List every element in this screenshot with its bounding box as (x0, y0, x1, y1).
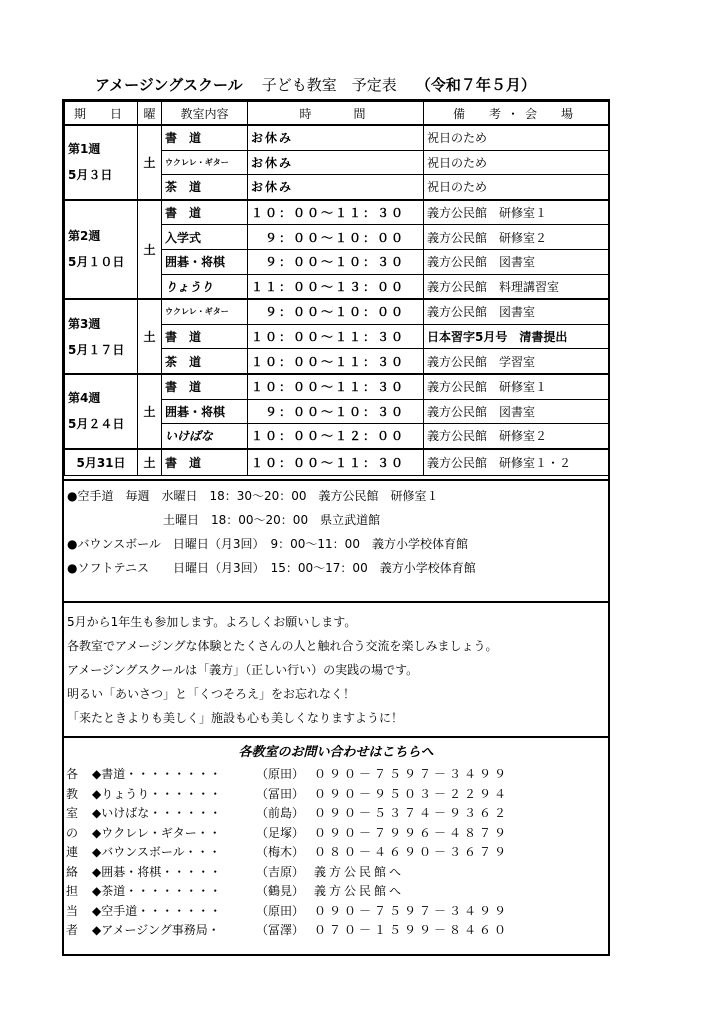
contact-row (92, 785, 509, 802)
message-line: アメージングスクールは「義方」（正しい行い）の実践の場です。 (67, 663, 419, 677)
contact-phone: 義方公民館へ (314, 884, 405, 898)
class-name: 囲碁・将棋 (162, 249, 248, 274)
contact-side-char: 連 (66, 845, 79, 859)
header-dow: 曜 (138, 102, 162, 126)
activity-line: ●ソフトテニス 日曜日（月3回） 15：00～17：00 義方小学校体育館 (67, 561, 476, 575)
contact-row (92, 765, 509, 782)
week-cell (65, 200, 138, 299)
class-note: 義方公民館 研修室２ (424, 225, 609, 250)
header-class: 教室内容 (162, 102, 248, 126)
week-cell (65, 299, 138, 374)
schedule-frame (62, 99, 610, 956)
week-date: 5月２４日 (68, 417, 125, 432)
contact-class: ◆りょうり・・・・・・ (92, 786, 222, 801)
class-name: 書 道 (162, 374, 248, 399)
message-line: 各教室でアメージングな体験とたくさんの人と触れ合う交流を楽しみましょう。 (67, 639, 498, 653)
week-label: 第2週 (68, 229, 101, 244)
activity-line: 土曜日 18：00～20：00 県立武道館 (67, 513, 381, 527)
contact-person: （吉原） (256, 864, 305, 879)
class-time: １０：００～１１：３０ (248, 374, 424, 399)
class-note: 義方公民館 学習室 (424, 349, 609, 374)
contact-phone: ０８０－４６９０－３６７９ (314, 845, 510, 859)
contact-row (92, 921, 509, 938)
week-label: 第4週 (68, 391, 101, 406)
class-time: １０：００～１１：３０ (248, 324, 424, 349)
contact-class: ◆空手道・・・・・・・ (92, 903, 222, 918)
contact-row (92, 902, 509, 919)
class-time: １０：００～１１：３０ (248, 349, 424, 374)
last-note: 義方公民館 研修室１・２ (424, 449, 609, 476)
contact-person: （鶴見） (256, 884, 305, 898)
last-date: 5月31日 (65, 449, 138, 476)
class-time: お休み (248, 175, 424, 200)
contact-section (64, 736, 608, 958)
contact-person: （梅木） (256, 845, 305, 859)
page-title (95, 74, 536, 95)
schedule-table (64, 101, 609, 476)
message-line: 明るい「あいさつ」と「くつそろえ」をお忘れなく！ (67, 687, 356, 701)
day-of-week: 土 (138, 200, 162, 299)
table-row (65, 125, 609, 150)
class-time: お休み (248, 150, 424, 175)
week-cell (65, 125, 138, 200)
class-note: 義方公民館 研修室２ (424, 424, 609, 449)
contact-row (92, 843, 509, 860)
schedule-body (65, 125, 609, 449)
contact-side-char: 者 (66, 923, 79, 937)
contact-side-char: の (66, 825, 79, 840)
message-section (64, 601, 608, 738)
class-note: 義方公民館 料理講習室 (424, 274, 609, 299)
activity-line: ●バウンスボール 日曜日（月3回） 9：00～11：00 義方小学校体育館 (67, 537, 468, 551)
contact-person: （前島） (256, 806, 305, 820)
contact-row (92, 804, 509, 821)
class-time: ９：００～１０：３０ (248, 399, 424, 424)
contact-phone: ０９０－９５０３－２２９４ (314, 786, 510, 801)
class-time: １１：００～１３：００ (248, 274, 424, 299)
header-note: 備 考・会 場 (424, 102, 609, 126)
contact-class: ◆書道・・・・・・・・ (92, 767, 222, 781)
table-row (65, 374, 609, 399)
week-date: 5月１０日 (68, 255, 125, 270)
class-name: りょうり (162, 274, 248, 299)
message-line: 5月から1年生も参加します。よろしくお願いします。 (67, 615, 357, 629)
week-label: 第1週 (68, 142, 101, 157)
last-class: 書 道 (162, 449, 248, 476)
class-name: 入学式 (162, 225, 248, 250)
class-name: 茶 道 (162, 175, 248, 200)
contact-side-char: 各 (66, 767, 79, 781)
week-cell (65, 374, 138, 449)
activities-section (64, 479, 608, 603)
last-time: １０：００～１１：３０ (248, 449, 424, 476)
class-name: 茶 道 (162, 349, 248, 374)
class-note: 義方公民館 図書室 (424, 399, 609, 424)
day-of-week: 土 (138, 125, 162, 200)
class-name: ウクレレ・ギター (162, 150, 248, 175)
class-note: 義方公民館 図書室 (424, 249, 609, 274)
class-time: お休み (248, 125, 424, 150)
day-of-week: 土 (138, 374, 162, 449)
school-name: アメージングスクール (95, 76, 243, 94)
table-row (65, 200, 609, 225)
class-name: いけばな (162, 424, 248, 449)
contact-person: （冨田） (256, 786, 305, 801)
contact-person: （足塚） (256, 825, 305, 840)
contact-phone: ０９０－７５９７－３４９９ (314, 767, 510, 781)
contact-side-char: 当 (66, 903, 79, 918)
class-name: 書 道 (162, 324, 248, 349)
class-name: 書 道 (162, 125, 248, 150)
activity-line: ●空手道 毎週 水曜日 18：30～20：00 義方公民館 研修室１ (67, 489, 439, 503)
day-of-week: 土 (138, 299, 162, 374)
class-note: 義方公民館 研修室１ (424, 374, 609, 399)
contact-phone: ０９０－５３７４－９３６２ (314, 806, 510, 820)
table-row-last (65, 449, 609, 476)
class-time: １０：００～１２：００ (248, 424, 424, 449)
week-date: 5月３日 (68, 168, 113, 183)
schedule-period: （令和７年５月） (415, 76, 536, 94)
week-label: 第3週 (68, 316, 101, 331)
class-note: 祝日のため (424, 125, 609, 150)
contact-class: ◆茶道・・・・・・・・ (92, 884, 222, 898)
class-time: ９：００～１０：３０ (248, 249, 424, 274)
contact-side-char: 絡 (66, 864, 79, 879)
week-date: 5月１７日 (68, 342, 125, 357)
contact-class: ◆囲碁・将棋・・・・・ (92, 864, 222, 879)
class-name: 囲碁・将棋 (162, 399, 248, 424)
class-note: 祝日のため (424, 150, 609, 175)
contact-phone: ０９０－７５９７－３４９９ (314, 903, 510, 918)
contact-phone: 義方公民館へ (314, 864, 405, 879)
class-note: 祝日のため (424, 175, 609, 200)
schedule-label: 子ども教室 予定表 (261, 76, 397, 94)
contact-row (92, 882, 404, 899)
contact-person: （原田） (256, 903, 305, 918)
header-date: 期 日 (65, 102, 138, 126)
contact-side-char: 教 (66, 786, 79, 801)
class-time: ９：００～１０：００ (248, 299, 424, 324)
contact-class: ◆アメージング事務局・ (92, 923, 220, 937)
class-note: 義方公民館 図書室 (424, 299, 609, 324)
contact-side-char: 室 (66, 806, 79, 820)
contact-class: ◆いけばな・・・・・・ (92, 806, 222, 820)
table-row (65, 299, 609, 324)
table-header (65, 102, 609, 126)
contact-class: ◆ウクレレ・ギター・・ (92, 825, 221, 840)
class-name: 書 道 (162, 200, 248, 225)
contact-person: （原田） (256, 767, 305, 781)
contact-side-char: 担 (66, 884, 79, 898)
class-time: １０：００～１１：３０ (248, 200, 424, 225)
contact-phone: ０７０－１５９９－８４６０ (314, 923, 510, 937)
class-note: 日本習字5月号 清書提出 (424, 324, 609, 349)
contact-class: ◆バウンスボール・・・ (92, 845, 221, 859)
last-dow: 土 (138, 449, 162, 476)
contact-person: （冨澤） (256, 923, 305, 937)
contact-title: 各教室のお問い合わせはこちらへ (238, 745, 434, 760)
message-line: 「来たときよりも美しく」施設も心も美しくなりますように！ (67, 711, 404, 725)
class-time: ９：００～１０：００ (248, 225, 424, 250)
contact-row (92, 863, 404, 880)
class-name: ウクレレ・ギター (162, 299, 248, 324)
contact-phone: ０９０－７９９６－４８７９ (314, 825, 510, 840)
contact-row (92, 824, 509, 841)
header-time: 時 間 (248, 102, 424, 126)
class-note: 義方公民館 研修室１ (424, 200, 609, 225)
